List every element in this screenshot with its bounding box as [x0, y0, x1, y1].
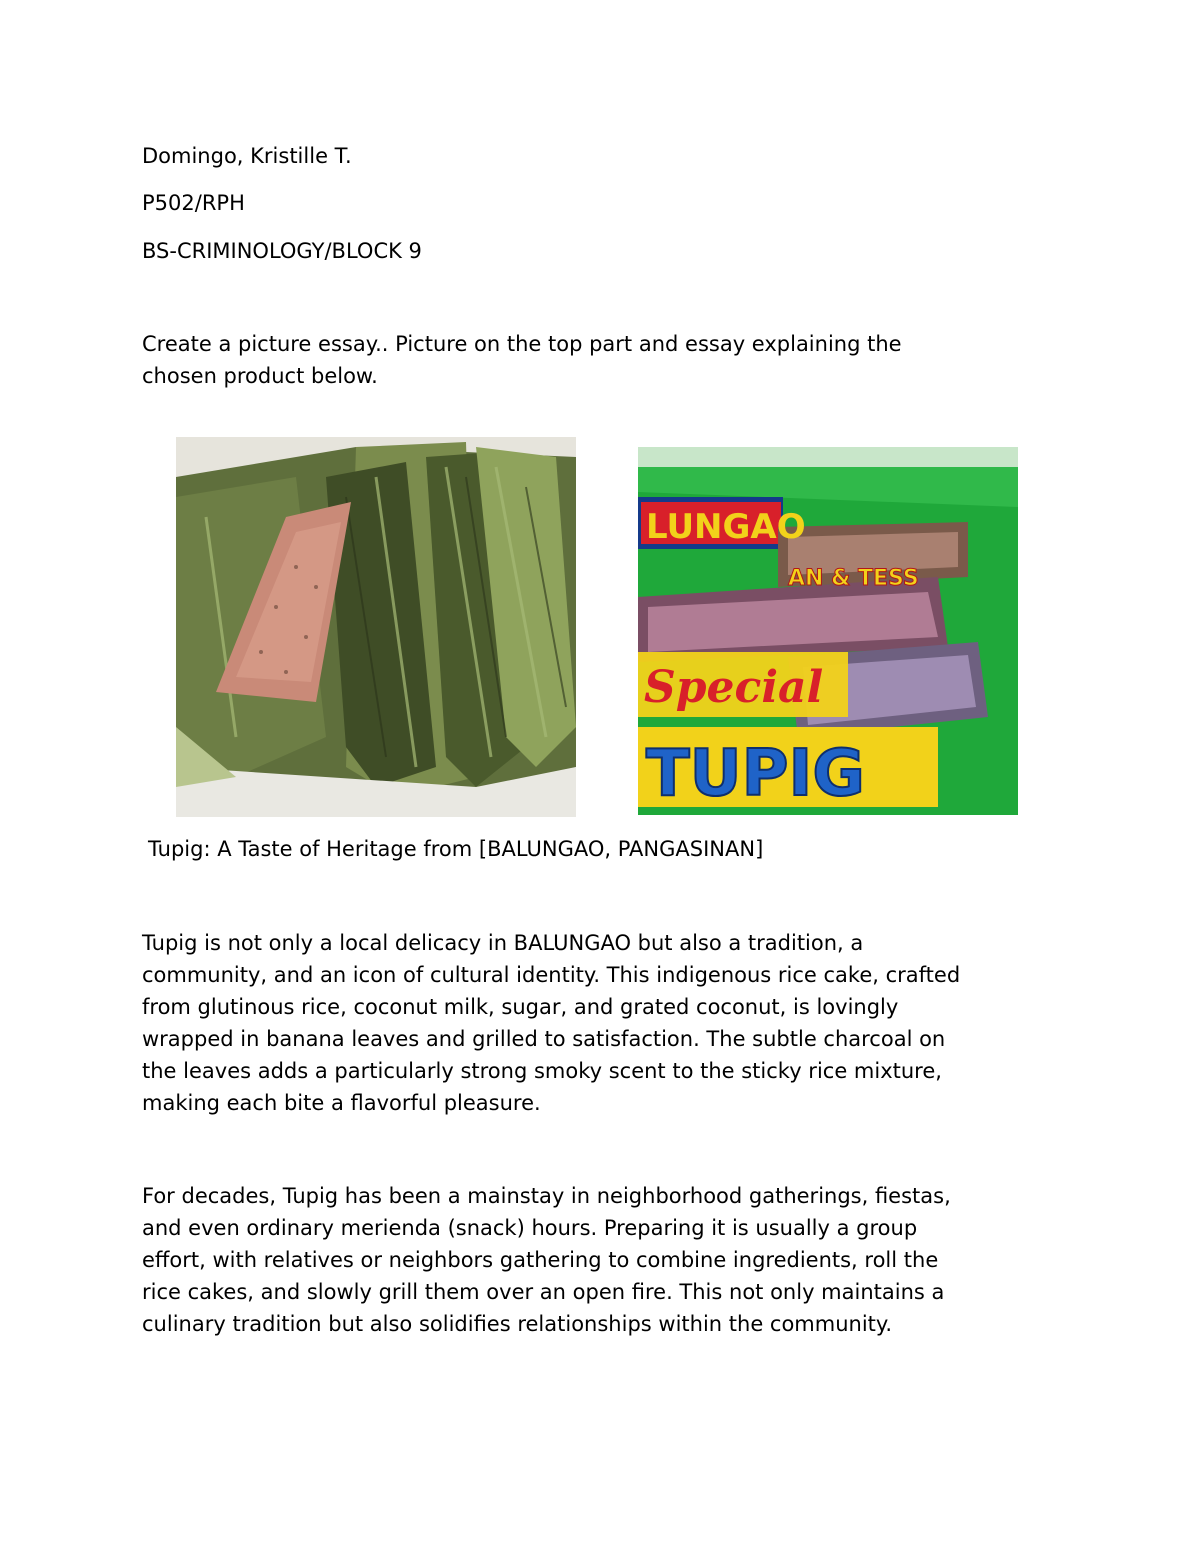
essay-paragraph-1	[142, 927, 1072, 1119]
package-subbrand-text: AN & TESS	[788, 566, 919, 591]
essay-paragraph-2	[142, 1180, 1072, 1340]
student-name: Domingo, Kristille T.	[142, 144, 352, 168]
paragraph-2-line: effort, with relatives or neighbors gathering to combine ingredients, roll the	[142, 1248, 939, 1272]
paragraph-2-line: and even ordinary merienda (snack) hours. Preparing it is usually a group	[142, 1216, 918, 1240]
paragraph-1-line: community, and an icon of cultural identity. This indigenous rice cake, crafted	[142, 963, 961, 987]
paragraph-1-line: from glutinous rice, coconut milk, sugar, and grated coconut, is lovingly	[142, 995, 899, 1019]
package-brand-text: LUNGAO	[646, 507, 806, 547]
package-product-text: TUPIG	[646, 737, 865, 811]
package-special-text: Special	[644, 662, 824, 713]
paragraph-2-line: For decades, Tupig has been a mainstay in neighborhood gatherings, fiestas,	[142, 1184, 951, 1208]
course-code: P502/RPH	[142, 191, 245, 215]
essay-title: Tupig: A Taste of Heritage from [BALUNGAO, PANGASINAN]	[148, 837, 764, 861]
instruction-line-2: chosen product below.	[142, 364, 378, 388]
program-block: BS-CRIMINOLOGY/BLOCK 9	[142, 239, 422, 263]
paragraph-1-line: wrapped in banana leaves and grilled to satisfaction. The subtle charcoal on	[142, 1027, 946, 1051]
paragraph-1-line: Tupig is not only a local delicacy in BALUNGAO but also a tradition, a	[142, 931, 864, 955]
instruction-line-1: Create a picture essay.. Picture on the top part and essay explaining the	[142, 332, 902, 356]
paragraph-2-line: rice cakes, and slowly grill them over an open fire. This not only maintains a	[142, 1280, 945, 1304]
paragraph-1-line: the leaves adds a particularly strong smoky scent to the sticky rice mixture,	[142, 1059, 942, 1083]
paragraph-1-line: making each bite a flavorful pleasure.	[142, 1091, 541, 1115]
grilled-tupig-photo	[176, 437, 576, 817]
paragraph-2-line: culinary tradition but also solidifies relationships within the community.	[142, 1312, 893, 1336]
tupig-package-photo	[638, 447, 1018, 815]
